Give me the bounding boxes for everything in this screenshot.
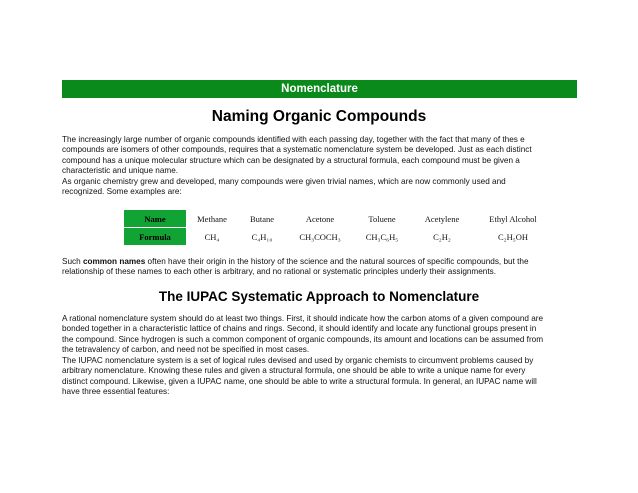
paragraph-line [62,257,577,267]
text-run: Such [62,257,83,266]
compound-name-cell: Acetylene [424,213,460,224]
paragraph-line: have three essential features: [62,387,170,397]
compound-name-cell: Butane [249,213,275,224]
paragraph-line: The increasingly large number of organic compounds identified with each passing day, together with the fact that many of thes e [62,135,525,144]
compound-formula-cell: C₂H₅OH [497,231,528,242]
table-row-names [124,210,552,228]
compound-name-cell: Acetone [305,213,335,224]
common-names-paragraph [62,257,577,278]
table-row-formulas [124,228,552,246]
section-heading: The IUPAC Systematic Approach to Nomenclature [158,289,480,304]
paragraph-line: distinct compound. Likewise, given a IUPAC name, one should be able to write a structural formula. In general, an IUPAC name will [62,376,537,386]
text-run: often have their origin in the history of the science and the natural sources of specific compounds, but the [145,257,529,266]
intro-paragraph [62,135,577,197]
compound-formula-cell: CH₃C₆H₅ [365,231,399,242]
compound-name-cell: Toluene [368,213,396,224]
paragraph-line: the compound. Since hydrogen is such a common component of organic compounds, its amount and locations can be assumed from [62,334,544,344]
formula-header-cell: Formula [124,228,186,246]
paragraph-line: compound has a unique molecular structure which can be designated by a structural formula, each compound must be given a [62,155,520,165]
compound-formula-cell: CH₄ [204,231,220,242]
paragraph-line: compounds are isomers of other compounds, requires that a systematic nomenclature system be developed. Just as each distinct [62,145,532,155]
iupac-paragraph-2 [62,356,577,398]
iupac-paragraph-1 [62,314,577,356]
compound-formula-cell: C₂H₂ [433,231,451,242]
compound-formula-cell: CH₃COCH₃ [299,231,341,242]
paragraph-line: characteristic and unique name. [62,166,179,176]
paragraph-line: bonded together in a characteristic lattice of chains and rings. Second, it should identify and locate any functional groups present in [62,324,537,334]
page-title: Naming Organic Compounds [211,108,427,125]
paragraph-line: A rational nomenclature system should do at least two things. First, it should indicate how the carbon atoms of a given compound are [62,314,544,323]
paragraph-line: relationship of these names to each other is arbitrary, and no rational or systematic principles underly their assignments. [62,267,497,277]
paragraph-line: arbitrary nomenclature. Knowing these rules and given a structural formula, one should be able to write a unique name for every [62,366,526,376]
name-header-cell: Name [124,210,186,228]
compound-examples-table [124,210,552,246]
common-names-term: common names [82,257,146,266]
compound-formula-cell: C₄H₁₀ [251,231,273,242]
paragraph-line: The IUPAC nomenclature system is a set of logical rules devised and used by organic chemists to circumvent problems caused by [62,356,534,365]
compound-name-cell: Ethyl Alcohol [489,213,537,224]
compound-name-cell: Methane [197,213,227,224]
paragraph-line: recognized. Some examples are: [62,187,182,197]
paragraph-line: As organic chemistry grew and developed, many compounds were given trivial names, which are now commonly used and [62,176,506,186]
paragraph-line: the tetravalency of carbon, and need not be specified in most cases. [62,345,310,355]
section-banner: Nomenclature [62,80,577,98]
